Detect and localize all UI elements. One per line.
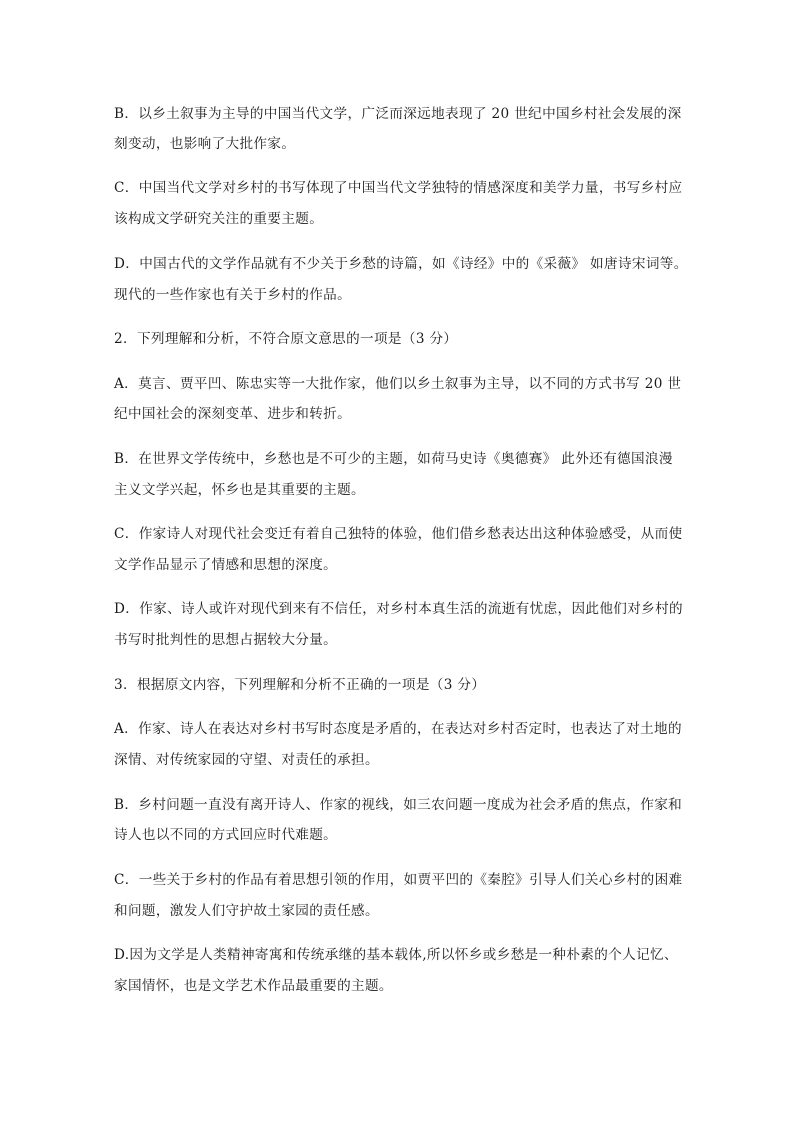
- q1-option-d-line-2: 现代的一些作家也有关于乡村的作品。: [114, 287, 352, 303]
- q3-option-b-line-2: 诗人也以不同的方式回应时代难题。: [114, 827, 338, 843]
- q1-option-c-line-2: 该构成文学研究关注的重要主题。: [114, 211, 324, 227]
- q2-option-c-line-1: C．作家诗人对现代社会变迁有着自己独特的体验，他们借乡愁表达出这种体验感受，从而使: [114, 526, 683, 542]
- q2-option-a-line-2: 纪中国社会的深刻变革、进步和转折。: [114, 406, 352, 422]
- q1-option-d-line-1: D．中国古代的文学作品就有不少关于乡愁的诗篇，如《诗经》中的《采薇》 如唐诗宋词等。: [114, 256, 688, 272]
- q3-option-c-line-1: C．一些关于乡村的作品有着思想引领的作用，如贾平凹的《秦腔》引导人们关心乡村的困难: [114, 872, 683, 888]
- q2-option-b-line-1: B．在世界文学传统中，乡愁也是不可少的主题，如荷马史诗《奥德赛》 此外还有德国浪漫: [114, 451, 673, 467]
- q3-option-a-line-2: 深情、对传统家园的守望、对责任的承担。: [114, 752, 379, 768]
- q2-option-b-line-2: 主义文学兴起，怀乡也是其重要的主题。: [114, 482, 365, 498]
- q3-option-a-line-1: A．作家、诗人在表达对乡村书写时态度是矛盾的，在表达对乡村否定时，也表达了对土地的: [114, 721, 682, 737]
- q2-stem: 2．下列理解和分析，不符合原文意思的一项是（3 分）: [114, 331, 458, 347]
- q3-option-d-line-2: 家国情怀，也是文学艺术作品最重要的主题。: [114, 978, 393, 994]
- q1-option-c-line-1: C．中国当代文学对乡村的书写体现了中国当代文学独特的情感深度和美学力量，书写乡村应: [114, 180, 683, 196]
- q1-option-b-line-2: 刻变动，也影响了大批作家。: [114, 136, 296, 152]
- q3-option-d-line-1: D.因为文学是人类精神寄寓和传统承继的基本载体,所以怀乡或乡愁是一种朴素的个人记忆、: [114, 947, 678, 963]
- q2-option-d-line-1: D．作家、诗人或许对现代到来有不信任，对乡村本真生活的流逝有忧虑，因此他们对乡村的: [114, 601, 683, 617]
- q3-stem: 3．根据原文内容，下列理解和分析不正确的一项是（3 分）: [114, 677, 486, 693]
- q2-option-a-line-1: A．莫言、贾平凹、陈忠实等一大批作家，他们以乡土叙事为主导，以不同的方式书写 20 世: [114, 376, 682, 392]
- q1-option-b-line-1: B．以乡土叙事为主导的中国当代文学，广泛而深远地表现了 20 世纪中国乡村社会发展的深: [114, 106, 682, 122]
- q2-option-c-line-2: 文学作品显示了情感和思想的深度。: [114, 557, 338, 573]
- q3-option-c-line-2: 和问题，激发人们守护故土家园的责任感。: [114, 903, 379, 919]
- q2-option-d-line-2: 书写时批判性的思想占据较大分量。: [114, 632, 338, 648]
- q3-option-b-line-1: B．乡村问题一直没有离开诗人、作家的视线，如三农问题一度成为社会矛盾的焦点，作家和: [114, 797, 683, 813]
